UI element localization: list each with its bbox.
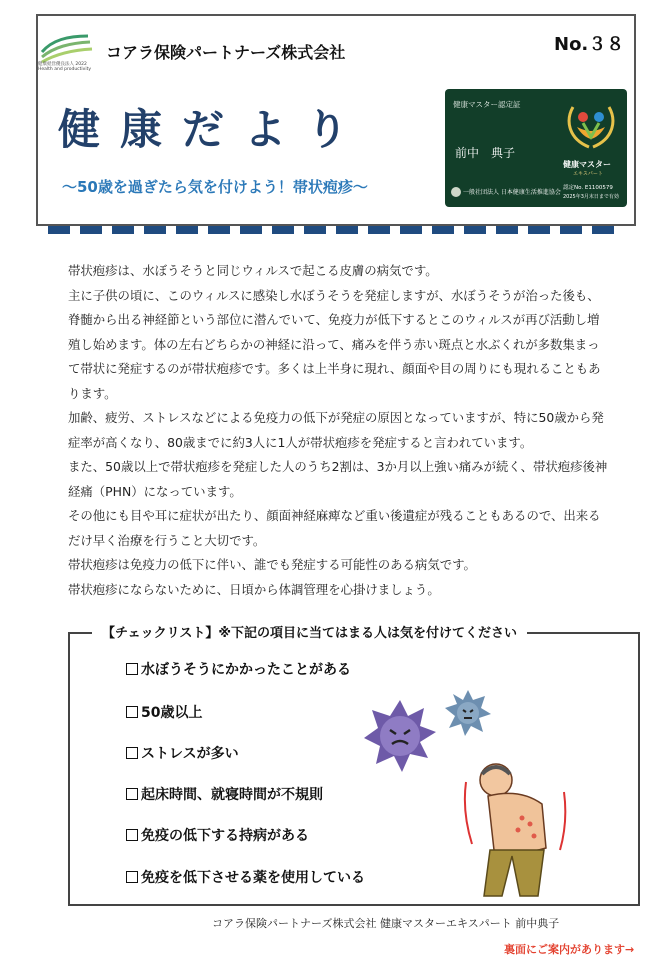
- card-cert-number: 認定No. E1100579: [563, 185, 613, 191]
- checkbox-icon: [126, 706, 138, 718]
- paragraph: 加齢、疲労、ストレスなどによる免疫力の低下が発症の原因となっていますが、特に50歳から発症率が高くなり、80歳までに約3人に1人が帯状疱疹を発症すると言われています。: [68, 410, 604, 450]
- laurel-emblem-icon: [563, 97, 619, 155]
- checklist-title: 【チェックリスト】※下記の項目に当てはまる人は気を付けてください: [92, 622, 527, 641]
- checkbox-icon: [126, 788, 138, 800]
- paragraph: 帯状疱疹は免疫力の低下に伴い、誰でも発症する可能性のある病気です。: [68, 557, 476, 572]
- card-valid-date: 2025年3月末日まで有効: [563, 194, 619, 200]
- virus-illustration-icon: [362, 698, 438, 774]
- footer-credit: コアラ保険パートナーズ株式会社 健康マスターエキスパート 前中典子: [212, 917, 560, 930]
- checkbox-icon: [126, 747, 138, 759]
- company-name: コアラ保険パートナーズ株式会社: [106, 43, 346, 62]
- checklist-item: 免疫を低下させる薬を使用している: [126, 867, 365, 887]
- checklist-item: ストレスが多い: [126, 743, 239, 763]
- back-page-note[interactable]: 裏面にご案内があります→: [504, 943, 635, 956]
- checklist-item: 50歳以上: [126, 702, 202, 722]
- small-virus-icon: [443, 688, 493, 738]
- paragraph: 帯状疱疹にならないために、日頃から体調管理を心掛けましょう。: [68, 581, 440, 597]
- section-divider: [48, 226, 620, 234]
- checkbox-icon: [126, 871, 138, 883]
- card-badge: 健康マスター: [563, 160, 611, 169]
- page-title: 健康だより: [58, 105, 369, 154]
- card-badge-sub: エキスパート: [573, 171, 603, 177]
- checklist-item: 免疫の低下する持病がある: [126, 825, 309, 845]
- paragraph: その他にも目や耳に症状が出たり、顔面神経麻痺など重い後遺症が残ることもあるので、出来るだけ早く治療を行うこと大切です。: [68, 508, 601, 548]
- issue-number: No.３８: [554, 34, 625, 55]
- card-title: 健康マスター認定証: [453, 100, 521, 109]
- card-organization: 一般社団法人 日本健康生活推進協会: [463, 189, 561, 196]
- health-master-card: [445, 89, 627, 207]
- checkbox-icon: [126, 829, 138, 841]
- person-in-pain-illustration: [460, 752, 570, 902]
- article-body: [68, 259, 608, 602]
- paragraph: また、50歳以上で帯状疱疹を発症した人のうち2割は、3か月以上強い痛みが続く、帯状疱疹後神経痛（PHN）になっています。: [68, 459, 608, 499]
- paragraph: 主に子供の頃に、このウィルスに感染し水ぼうそうを発症しますが、水ぼうそうが治った後も、脊髄から出る神経節という部位に潜んでいて、免疫力が低下するとこのウィルスが再び活動し増殖し始めます。体の左右どちらかの神経に沿って、痛みを伴う赤い斑点と水ぶくれが多数集まって帯状に発症するのが帯状疱疹です。多くは上半身に現れ、顔面や目の周りにも現れることもあります。: [68, 287, 601, 401]
- checkbox-icon: [126, 663, 138, 675]
- checklist-item: 水ぼうそうにかかったことがある: [126, 659, 351, 679]
- paragraph: 帯状疱疹は、水ぼうそうと同じウィルスで起こる皮膚の病気です。: [68, 263, 438, 278]
- checklist-item: 起床時間、就寝時間が不規則: [126, 784, 323, 804]
- page-subtitle: ～50歳を過ぎたら気を付けよう！帯状疱疹～: [62, 178, 368, 196]
- org-mark-icon: [451, 187, 461, 197]
- card-holder-name: 前中 典子: [455, 146, 516, 160]
- logo-caption: 健康経営優良法人 2022 Health and productivity: [38, 62, 92, 72]
